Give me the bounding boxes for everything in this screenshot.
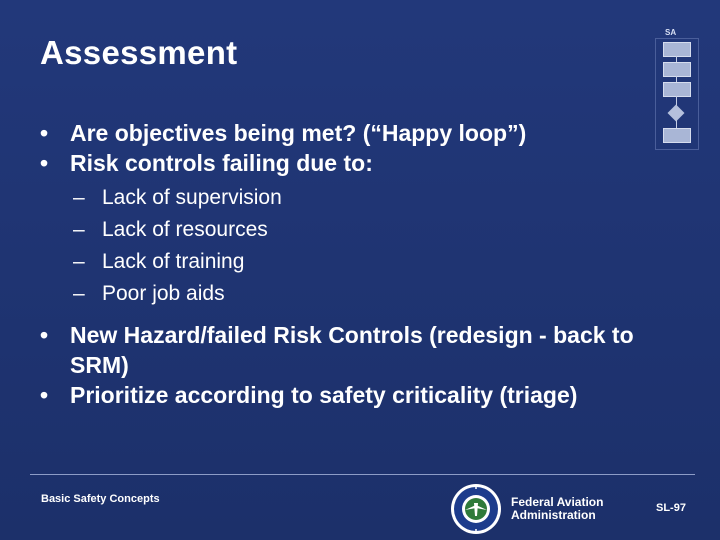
flow-box (663, 82, 691, 97)
footer-course-title: Basic Safety Concepts (41, 493, 160, 505)
flow-box (663, 42, 691, 57)
dash-glyph: – (73, 186, 85, 209)
bullet-item (40, 320, 670, 380)
faa-name-line1: Federal Aviation (511, 495, 604, 509)
sub-bullet-item (40, 214, 670, 246)
bullet-item (40, 148, 670, 178)
sub-bullet-text: Lack of supervision (102, 186, 282, 209)
sub-bullet-item (40, 182, 670, 214)
dash-glyph: – (73, 250, 85, 273)
bullet-glyph: • (40, 120, 49, 146)
slide-number: SL-97 (656, 502, 686, 514)
sub-bullet-text: Poor job aids (102, 282, 225, 305)
bullet-text: Prioritize according to safety criticality (triage) (70, 382, 578, 408)
bullet-list (40, 118, 670, 410)
sub-bullet-item (40, 246, 670, 278)
bullet-glyph: • (40, 150, 49, 176)
bullet-glyph: • (40, 322, 49, 348)
bullet-text: New Hazard/failed Risk Controls (redesign - back to SRM) (70, 322, 634, 378)
faa-name-line2: Administration (511, 508, 596, 522)
bullet-item (40, 118, 670, 148)
bullet-text: Risk controls failing due to: (70, 150, 373, 176)
flow-connector (676, 120, 677, 128)
dash-glyph: – (73, 282, 85, 305)
sub-bullet-item (40, 278, 670, 310)
faa-wordmark (511, 496, 603, 522)
sub-bullet-text: Lack of training (102, 250, 245, 273)
dash-glyph: – (73, 218, 85, 241)
flow-box (663, 62, 691, 77)
faa-seal-logo (450, 483, 502, 535)
slide-title: Assessment (40, 34, 238, 71)
footer-divider (30, 474, 695, 475)
bullet-glyph: • (40, 382, 49, 408)
sub-bullet-text: Lack of resources (102, 218, 268, 241)
bullet-text: Are objectives being met? (“Happy loop”) (70, 120, 527, 146)
flowchart-label: SA (665, 28, 677, 37)
bullet-item (40, 380, 670, 410)
